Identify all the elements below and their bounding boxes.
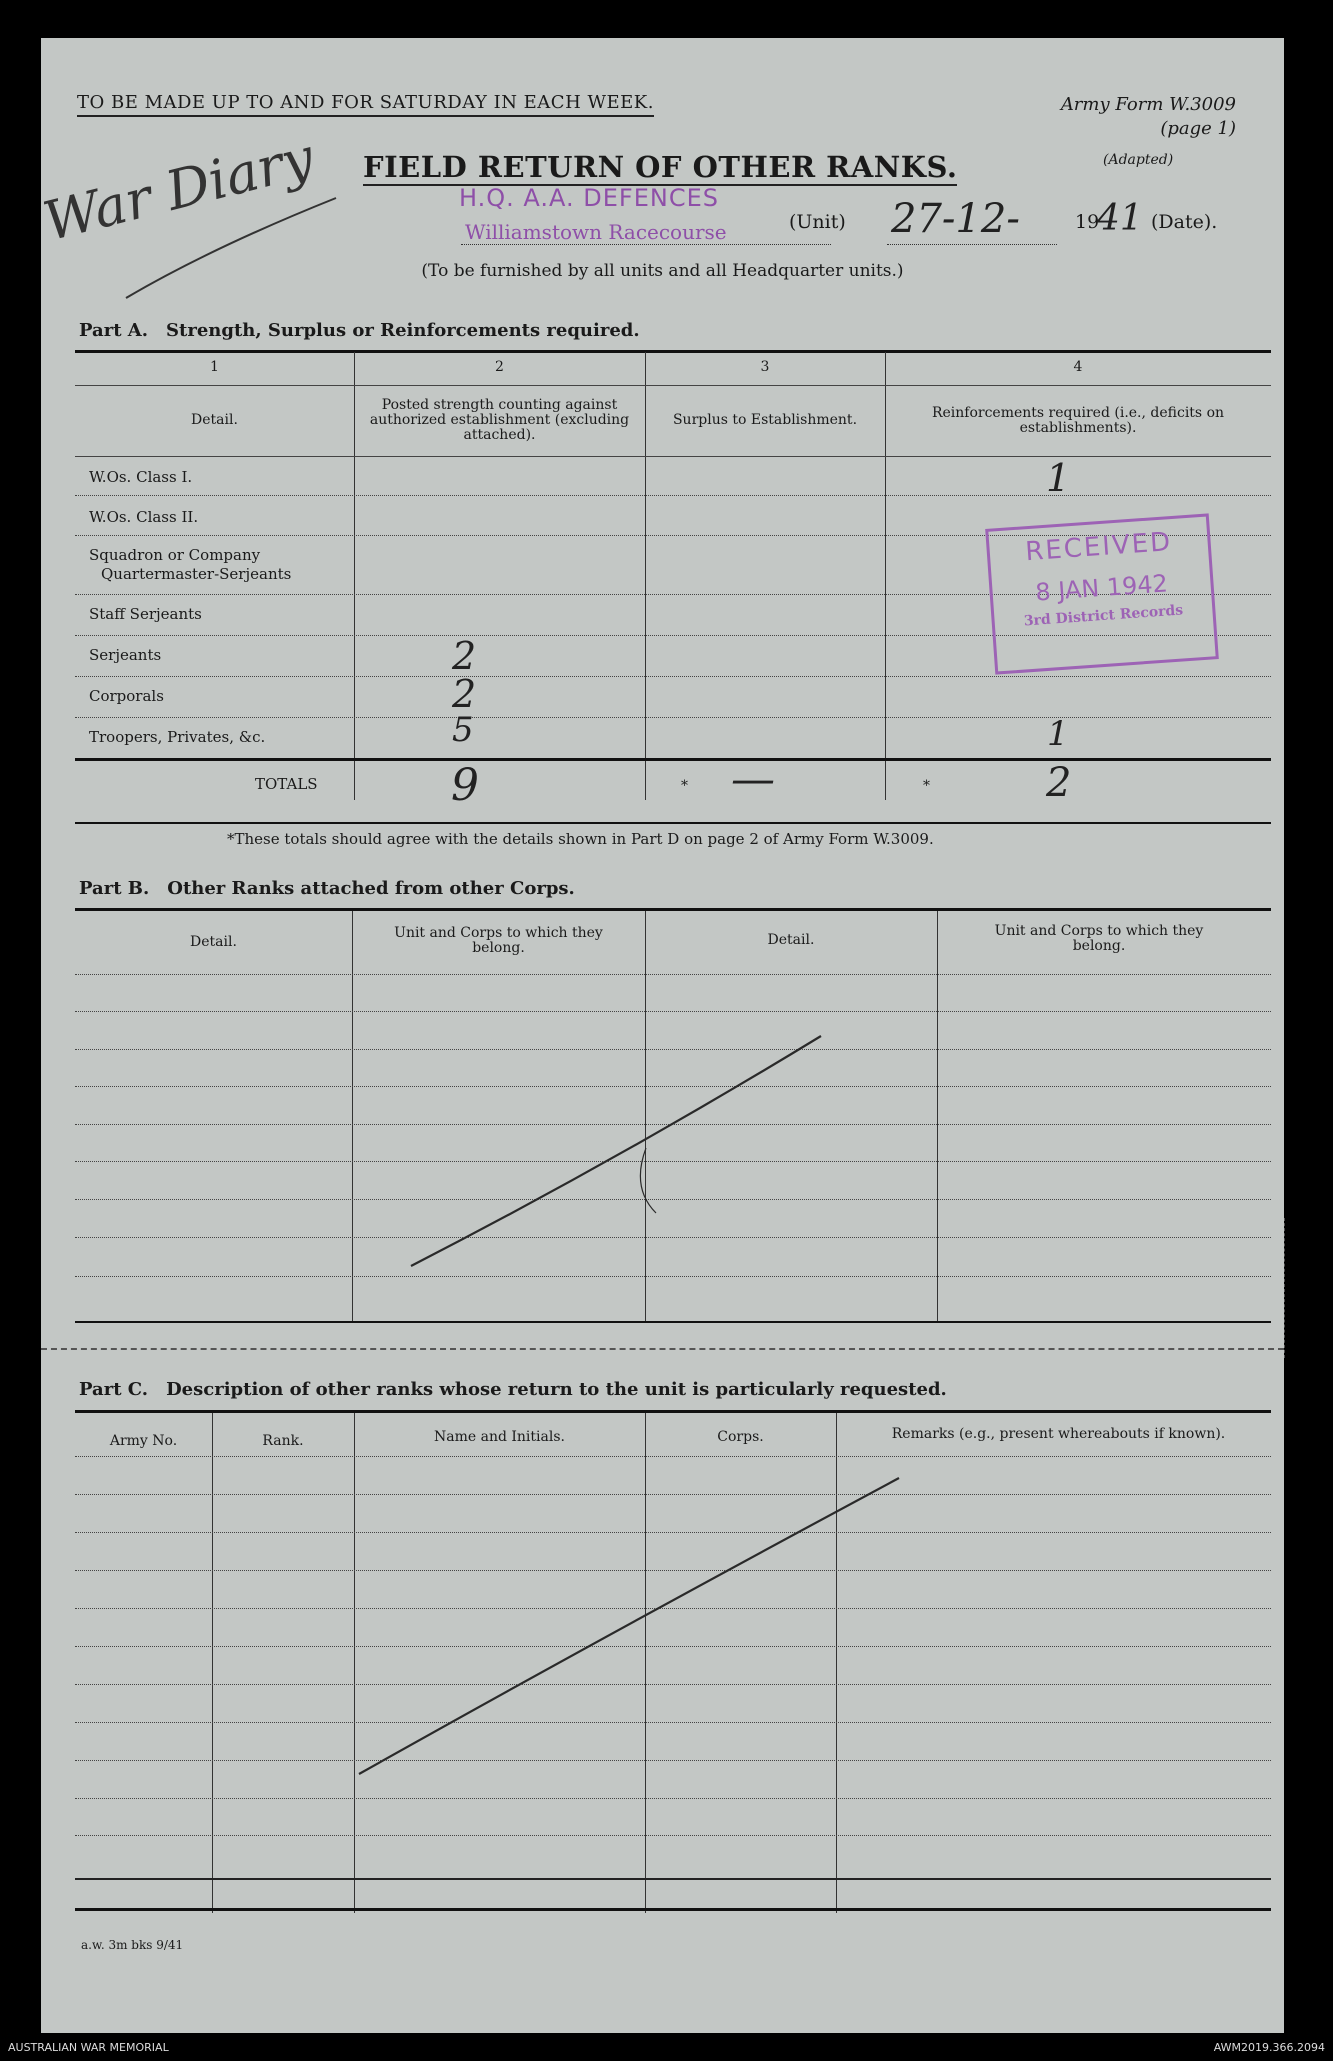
reinf-troopers: 1 bbox=[1047, 714, 1069, 754]
part-b-heading: Other Ranks attached from other Corps. bbox=[167, 878, 575, 899]
received-stamp-office: 3rd District Records bbox=[1023, 602, 1184, 630]
row-serjeants: Serjeants bbox=[89, 646, 162, 664]
part-b-header-detail-2: Detail. bbox=[767, 932, 815, 948]
archive-institution: AUSTRALIAN WAR MEMORIAL bbox=[8, 2041, 169, 2054]
part-c-heading: Description of other ranks whose return to the unit is particularly requested. bbox=[166, 1379, 947, 1400]
row-corporals: Corporals bbox=[89, 687, 164, 705]
total-reinf: 2 bbox=[1046, 760, 1072, 806]
part-a-colnum-4: 4 bbox=[1073, 359, 1083, 375]
row-wos-class-1: W.Os. Class I. bbox=[89, 468, 193, 486]
war-diary-underline-stroke bbox=[121, 188, 341, 308]
stamp-unit-line2: Williamstown Racecourse bbox=[465, 220, 727, 244]
part-c-title bbox=[79, 1379, 947, 1400]
perforation-edge bbox=[1284, 1218, 1285, 1358]
received-stamp bbox=[985, 513, 1219, 674]
part-b-row-rule bbox=[75, 974, 1271, 975]
totals-label: TOTALS bbox=[255, 775, 318, 793]
part-b-header-unit-1: Unit and Corps to which they belong. bbox=[394, 925, 603, 956]
part-a-header-detail: Detail. bbox=[191, 412, 238, 428]
part-a-footnote: *These totals should agree with the details shown in Part D on page 2 of Army Form W.3009. bbox=[227, 830, 934, 848]
print-code: a.w. 3m bks 9/41 bbox=[81, 1938, 184, 1952]
part-b-top-rule bbox=[75, 908, 1271, 911]
handwritten-war-diary: War Diary bbox=[37, 125, 320, 254]
part-a-colnum-2: 2 bbox=[495, 359, 504, 375]
total-surplus-asterisk: * bbox=[681, 778, 688, 794]
part-a-col-divider-3 bbox=[885, 352, 886, 800]
part-a-top-rule bbox=[75, 350, 1271, 353]
unit-underline bbox=[461, 244, 831, 245]
form-paper bbox=[37, 38, 1284, 2033]
part-b-divider-3 bbox=[937, 911, 938, 1321]
form-title: FIELD RETURN OF OTHER RANKS. bbox=[363, 150, 958, 184]
part-b-cross-stroke bbox=[401, 998, 901, 1278]
part-b-prefix: Part B. bbox=[79, 878, 150, 899]
handwritten-year: 41 bbox=[1097, 198, 1143, 239]
year-prefix: 19 bbox=[1075, 211, 1100, 233]
row-wos-class-2: W.Os. Class II. bbox=[89, 508, 199, 526]
part-a-num-rule bbox=[75, 385, 1271, 386]
row-qm-serjeants: Quartermaster-Serjeants bbox=[101, 565, 292, 583]
adapted-label: (Adapted) bbox=[1103, 152, 1174, 168]
part-c-header-name: Name and Initials. bbox=[434, 1429, 565, 1445]
total-posted: 9 bbox=[451, 760, 479, 811]
stamp-unit-line1: H.Q. A.A. DEFENCES bbox=[459, 184, 720, 212]
row-troopers: Troopers, Privates, &c. bbox=[89, 728, 266, 746]
part-b-divider-1 bbox=[352, 911, 353, 1321]
part-c-header-army-no: Army No. bbox=[109, 1433, 178, 1449]
row-rule bbox=[75, 676, 1271, 677]
row-rule bbox=[75, 717, 1271, 718]
total-reinf-asterisk: * bbox=[923, 778, 930, 794]
part-b-header-unit-2: Unit and Corps to which they belong. bbox=[994, 923, 1204, 954]
part-c-header-rank: Rank. bbox=[262, 1433, 304, 1449]
part-a-col-divider-1 bbox=[354, 352, 355, 800]
form-number-block bbox=[1026, 93, 1236, 141]
posted-troopers: 5 bbox=[452, 710, 474, 750]
handwritten-date: 27-12- bbox=[891, 196, 1020, 242]
unit-label: (Unit) bbox=[789, 211, 846, 233]
part-c-row-rule bbox=[75, 1798, 1271, 1799]
archive-accession: AWM2019.366.2094 bbox=[1213, 2041, 1325, 2054]
part-a-heading: Strength, Surplus or Reinforcements required. bbox=[166, 320, 640, 341]
part-a-prefix: Part A. bbox=[79, 320, 149, 341]
form-number: Army Form W.3009 bbox=[1060, 94, 1236, 115]
part-c-bottom-row-rule bbox=[75, 1878, 1271, 1880]
part-a-header-rule bbox=[75, 456, 1271, 457]
weekly-instruction: TO BE MADE UP TO AND FOR SATURDAY IN EACH WEEK. bbox=[77, 92, 654, 117]
part-a-bottom-rule bbox=[75, 822, 1271, 824]
part-c-bottom-rule bbox=[75, 1908, 1271, 1911]
part-c-prefix: Part C. bbox=[79, 1379, 149, 1400]
part-a-colnum-1: 1 bbox=[210, 359, 219, 375]
part-a-header-surplus: Surplus to Establishment. bbox=[672, 412, 858, 428]
row-staff-serjeants: Staff Serjeants bbox=[89, 605, 202, 623]
part-c-cross-stroke bbox=[351, 1468, 911, 1788]
received-stamp-date: 8 JAN 1942 bbox=[1034, 569, 1169, 607]
form-subtitle: (To be furnished by all units and all Headquarter units.) bbox=[421, 261, 904, 281]
part-c-divider-1 bbox=[212, 1413, 213, 1913]
part-c-row-rule bbox=[75, 1835, 1271, 1836]
part-b-bottom-rule bbox=[75, 1321, 1271, 1323]
part-a-colnum-3: 3 bbox=[760, 359, 770, 375]
row-sq-company: Squadron or Company bbox=[89, 546, 261, 564]
total-surplus-dash: — bbox=[731, 754, 775, 805]
part-c-top-rule bbox=[75, 1410, 1271, 1413]
date-underline bbox=[887, 244, 1057, 245]
part-a-title bbox=[79, 320, 640, 341]
posted-corporals: 2 bbox=[452, 672, 477, 716]
posted-serjeants: 2 bbox=[452, 634, 477, 678]
reinf-wos-class1: 1 bbox=[1046, 456, 1071, 500]
received-stamp-title: RECEIVED bbox=[1024, 527, 1174, 568]
archive-strip bbox=[0, 2035, 1333, 2061]
part-c-header-corps: Corps. bbox=[717, 1429, 764, 1445]
perforation-line bbox=[41, 1348, 1284, 1350]
part-c-header-remarks: Remarks (e.g., present whereabouts if known). bbox=[891, 1426, 1226, 1442]
part-b-title bbox=[79, 878, 575, 899]
part-a-header-posted: Posted strength counting against authorized establishment (excluding attached). bbox=[369, 397, 630, 443]
row-rule bbox=[75, 495, 1271, 496]
part-a-header-reinforcements: Reinforcements required (i.e., deficits on establishments). bbox=[931, 405, 1225, 436]
date-label: (Date). bbox=[1151, 211, 1218, 233]
totals-rule bbox=[75, 758, 1271, 761]
page-number: (page 1) bbox=[1160, 118, 1236, 139]
part-c-row-rule bbox=[75, 1456, 1271, 1457]
part-b-header-detail-1: Detail. bbox=[190, 934, 237, 950]
